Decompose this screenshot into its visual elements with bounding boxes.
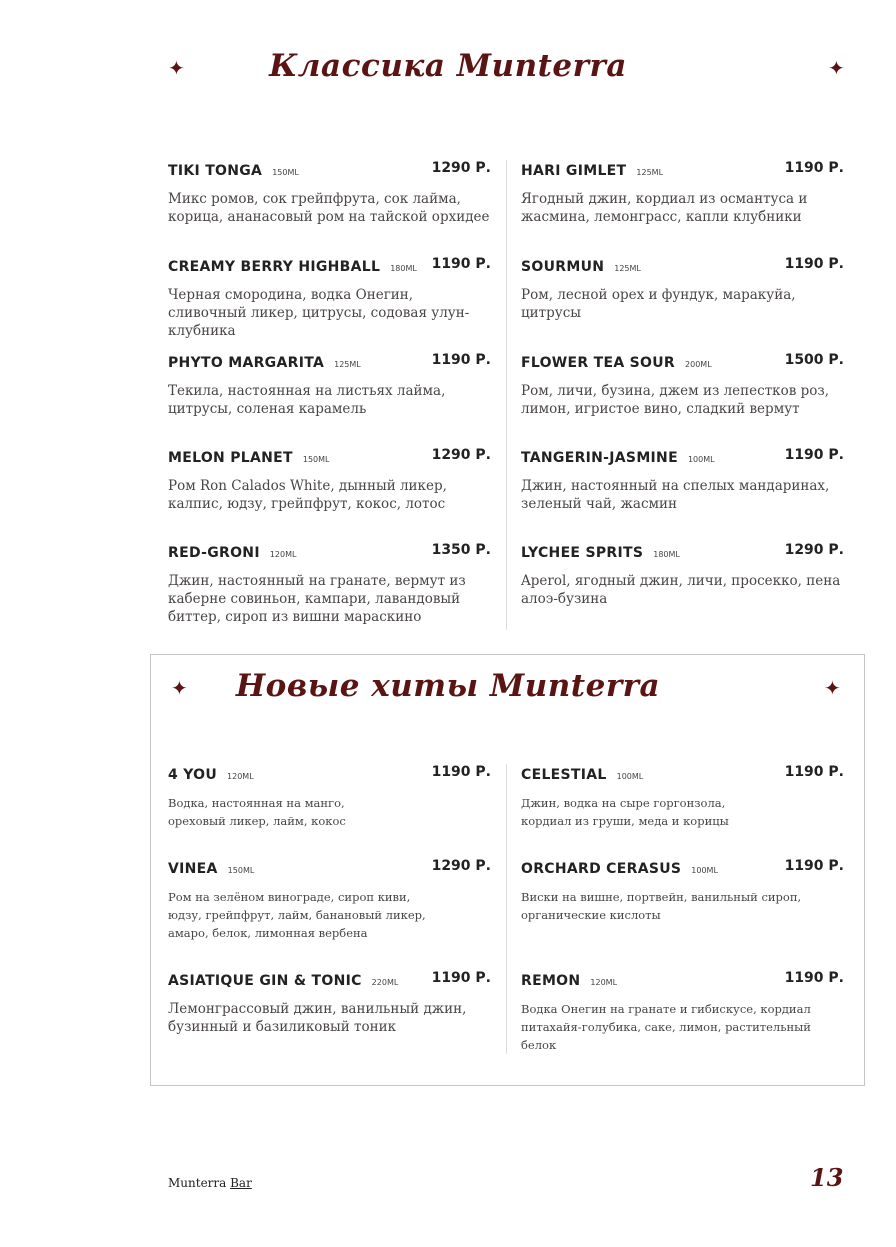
- menu-item: [521, 970, 844, 1054]
- item-description: Джин, настоянный на спелых мандаринах, зеленый чай, жасмин: [521, 478, 830, 512]
- item-volume: 180ML: [653, 550, 680, 559]
- item-description: Водка Онегин на гранате и гибискусе, кордиал питахайя-голубика, саке, лимон, растительный белок: [521, 1002, 811, 1052]
- item-name: CELESTIAL: [521, 767, 607, 783]
- item-name: REMON: [521, 973, 581, 989]
- menu-item: [521, 160, 844, 226]
- item-price: 1500 Р.: [784, 352, 844, 368]
- footer-brand-suffix: Bar: [230, 1176, 252, 1190]
- item-description: Джин, настоянный на гранате, вермут из каберне совиньон, кампари, лавандовый биттер, сироп из вишни мараскино: [168, 573, 466, 625]
- item-description: Джин, водка на сыре горгонзола, кордиал из груши, меда и корицы: [521, 796, 729, 828]
- menu-item: [168, 352, 491, 418]
- menu-item: [521, 352, 844, 418]
- footer-brand-name: Munterra: [168, 1176, 231, 1190]
- item-volume: 100ML: [616, 772, 644, 781]
- item-name: LYCHEE SPRITS: [521, 545, 644, 561]
- item-description: Виски на вишне, портвейн, ванильный сироп, органические кислоты: [521, 890, 802, 922]
- star-icon: ✦: [171, 676, 188, 700]
- item-price: 1290 Р.: [784, 542, 844, 558]
- menu-item: [521, 858, 844, 924]
- item-price: 1190 Р.: [431, 256, 491, 272]
- page-number: 13: [810, 1163, 844, 1192]
- item-volume: 200ML: [685, 360, 712, 369]
- item-volume: 220ML: [371, 978, 399, 987]
- item-description: Ром на зелёном винограде, сироп киви, юдзу, грейпфрут, лайм, банановый ликер, амаро, белок, лимонная вербена: [168, 890, 426, 940]
- item-price: 1190 Р.: [431, 352, 491, 368]
- item-price: 1290 Р.: [431, 160, 491, 176]
- item-name: 4 YOU: [168, 767, 218, 783]
- item-name: RED-GRONI: [168, 545, 260, 561]
- item-price: 1190 Р.: [784, 970, 844, 986]
- item-price: 1190 Р.: [784, 764, 844, 780]
- item-name: ASIATIQUE GIN & TONIC: [168, 973, 362, 989]
- item-name: ORCHARD CERASUS: [521, 861, 682, 877]
- star-icon: ✦: [828, 56, 845, 80]
- menu-item: [521, 447, 844, 513]
- column-divider: [506, 160, 507, 630]
- item-price: 1350 Р.: [431, 542, 491, 558]
- item-volume: 120ML: [269, 550, 297, 559]
- item-name: SOURMUN: [521, 259, 605, 275]
- item-description: Микс ромов, сок грейпфрута, сок лайма, корица, ананасовый ром на тайской орхидее: [168, 191, 490, 225]
- item-description: Ягодный джин, кордиал из османтуса и жасмина, лемонграсс, капли клубники: [521, 191, 808, 225]
- item-price: 1290 Р.: [431, 858, 491, 874]
- item-volume: 120ML: [590, 978, 618, 987]
- menu-item: [521, 256, 844, 322]
- item-name: CREAMY BERRY HIGHBALL: [168, 259, 381, 275]
- item-volume: 180ML: [390, 264, 417, 273]
- menu-item: [168, 542, 491, 626]
- section-title-classic: Классика Munterra: [269, 48, 627, 84]
- item-description: Ром, личи, бузина, джем из лепестков роз, лимон, игристое вино, сладкий вермут: [521, 383, 830, 417]
- footer-brand: [168, 1176, 252, 1190]
- menu-item: [168, 764, 491, 830]
- item-volume: 100ML: [691, 866, 718, 875]
- star-icon: ✦: [168, 56, 185, 80]
- item-price: 1190 Р.: [784, 256, 844, 272]
- item-volume: 125ML: [636, 168, 664, 177]
- item-price: 1190 Р.: [784, 858, 844, 874]
- item-volume: 120ML: [227, 772, 254, 781]
- item-name: PHYTO MARGARITA: [168, 355, 325, 371]
- item-price: 1290 Р.: [431, 447, 491, 463]
- menu-item: [521, 764, 844, 830]
- item-description: Черная смородина, водка Онегин, сливочный ликер, цитрусы, содовая улун-клубника: [168, 287, 470, 339]
- item-volume: 125ML: [334, 360, 361, 369]
- item-volume: 125ML: [614, 264, 641, 273]
- item-description: Текила, настоянная на листьях лайма, цитрусы, соленая карамель: [168, 383, 446, 417]
- item-name: VINEA: [168, 861, 218, 877]
- item-volume: 150ML: [227, 866, 255, 875]
- item-price: 1190 Р.: [431, 764, 491, 780]
- menu-item: [168, 970, 491, 1036]
- item-description: Aperol, ягодный джин, личи, просекко, пена алоэ-бузина: [521, 573, 841, 607]
- item-name: FLOWER TEA SOUR: [521, 355, 676, 371]
- item-name: TANGERIN-JASMINE: [521, 450, 678, 466]
- section-title-new-hits: Новые хиты Munterra: [235, 668, 661, 704]
- menu-item: [521, 542, 844, 608]
- item-volume: 150ML: [302, 455, 330, 464]
- item-description: Лемонграссовый джин, ванильный джин, бузинный и базиликовый тоник: [168, 1001, 467, 1035]
- item-price: 1190 Р.: [784, 160, 844, 176]
- item-name: MELON PLANET: [168, 450, 293, 466]
- item-description: Водка, настоянная на манго, ореховый ликер, лайм, кокос: [168, 796, 346, 828]
- item-volume: 100ML: [687, 455, 715, 464]
- menu-item: [168, 160, 491, 226]
- menu-item: [168, 858, 491, 942]
- item-volume: 150ML: [272, 168, 299, 177]
- menu-item: [168, 256, 491, 340]
- item-price: 1190 Р.: [784, 447, 844, 463]
- item-price: 1190 Р.: [431, 970, 491, 986]
- item-description: Ром Ron Calados White, дынный ликер, калпис, юдзу, грейпфрут, кокос, лотос: [168, 478, 447, 512]
- menu-item: [168, 447, 491, 513]
- column-divider: [506, 764, 507, 1054]
- item-name: HARI GIMLET: [521, 163, 627, 179]
- star-icon: ✦: [824, 676, 841, 700]
- item-name: TIKI TONGA: [168, 163, 263, 179]
- item-description: Ром, лесной орех и фундук, маракуйа, цитрусы: [521, 287, 796, 321]
